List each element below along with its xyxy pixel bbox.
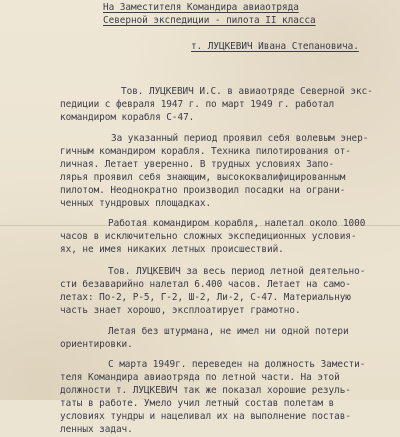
p3-line-3: ях, не имея никаких летных происшествий. — [60, 244, 284, 255]
p5-line-1: Летая без штурмана, не имел ни одной потери — [108, 326, 349, 337]
p1-line-1: Тов. ЛУЦКЕВИЧ И.С. в авиаотряде Северной экс- — [121, 86, 373, 97]
p2-line-3: личная. Летает уверенно. В трудных условиях Запо- — [60, 159, 335, 170]
p4-line-1: Тов. ЛУЦКЕВИЧ за весь период летной деятельно- — [108, 266, 366, 277]
p6-line-1: С марта 1949г. переведен на должность Замести- — [108, 359, 366, 370]
p1-line-2: педиции с февраля 1947 г. по март 1949 г. работал — [60, 99, 335, 110]
p4-line-2: сти безаварийно налетал 6.400 часов. Летает на само- — [60, 279, 351, 290]
p2-line-5: пилотом. Неоднократно производил посадки на ограни- — [60, 185, 346, 196]
p2-line-2: гичным командиром корабля. Техника пилотирования от- — [60, 146, 351, 157]
p6-line-3: должности т. ЛУЦКЕВИЧ так же показал хорошие резуль- — [60, 385, 351, 396]
p1-line-3: командиром корабля С-47. — [60, 112, 195, 123]
header-line-2: Северной экспедиции - пилота II класса — [103, 15, 316, 26]
header-line-3: т. ЛУЦКЕВИЧ Ивана Степановича. — [191, 41, 359, 52]
p5-line-2: ориентировки. — [60, 339, 133, 350]
p2-line-1: За указанный период проявил себя волевым энер- — [111, 133, 369, 144]
p6-line-2: теля Командира авиаотряда по летной части. На этой — [60, 372, 340, 383]
p3-line-1: Работая командиром корабля, налетал около 1000 — [108, 218, 366, 229]
p4-line-4: часть знает хорошо, эксплоатирует грамотно. — [60, 305, 301, 316]
header-line-1: На Заместителя Командира авиаотряда — [103, 2, 299, 13]
p6-line-4: таты в работе. Умело учил летный состав полетам в — [60, 398, 335, 409]
p2-line-6: ченных тундровых площадках. — [60, 198, 212, 209]
p2-line-4: лярья проявил себя знающим, высококвалифицированным — [60, 172, 346, 183]
p3-line-2: часов в исключительно сложных экспедиционных условия- — [60, 231, 357, 242]
p4-line-3: летах: По-2, Р-5, Г-2, Ш-2, Ли-2, С-47. Материальную — [60, 292, 351, 303]
p6-line-5: условиях тундры и нацеливал их на выполнение постав- — [60, 411, 351, 422]
p6-line-6: ленных задач. — [60, 424, 133, 435]
